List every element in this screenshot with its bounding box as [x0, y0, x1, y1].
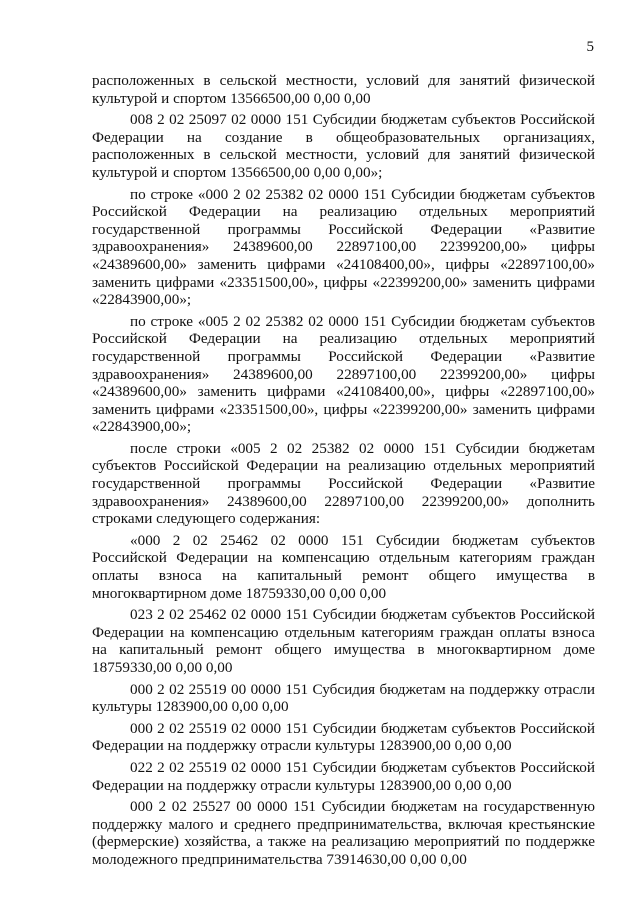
paragraph: по строке «000 2 02 25382 02 0000 151 Субсидии бюджетам субъектов Российской Федерации на реализацию отдельных мероприятий государственной программы Российской Федерации «Развитие здравоохранения» 24389600,00 22897100,00 22399200,00» цифры «24389600,00» заменить цифрами «24108400,00», цифры «22897100,00» заменить цифрами «23351500,00», цифры «22399200,00» заменить цифрами «22843900,00»;	[92, 185, 595, 309]
paragraph: 000 2 02 25527 00 0000 151 Субсидии бюджетам на государственную поддержку малого и среднего предпринимательства, включая крестьянские (фермерские) хозяйства, а также на реализацию мероприятий по поддержке молодежного предпринимательства 73914630,00 0,00 0,00	[92, 798, 595, 868]
page-number: 5	[586, 39, 594, 55]
paragraph: по строке «005 2 02 25382 02 0000 151 Субсидии бюджетам субъектов Российской Федерации на реализацию отдельных мероприятий государственной программы Российской Федерации «Развитие здравоохранения» 24389600,00 22897100,00 22399200,00» цифры «24389600,00» заменить цифрами «24108400,00», цифры «22897100,00» заменить цифрами «23351500,00», цифры «22399200,00» заменить цифрами «22843900,00»;	[92, 312, 595, 436]
paragraph: 000 2 02 25519 02 0000 151 Субсидии бюджетам субъектов Российской Федерации на поддержку отрасли культуры 1283900,00 0,00 0,00	[92, 719, 595, 755]
paragraph: 008 2 02 25097 02 0000 151 Субсидии бюджетам субъектов Российской Федерации на создание в общеобразовательных организациях, расположенных в сельской местности, условий для занятий физической культурой и спортом 13566500,00 0,00 0,00»;	[92, 111, 595, 181]
document-body	[92, 72, 595, 873]
paragraph: «000 2 02 25462 02 0000 151 Субсидии бюджетам субъектов Российской Федерации на компенсацию отдельным категориям граждан оплаты взноса на капитальный ремонт общего имущества в многоквартирном доме 18759330,00 0,00 0,00	[92, 531, 595, 602]
paragraph-continuation: расположенных в сельской местности, условий для занятий физической культурой и спортом 13566500,00 0,00 0,00	[92, 72, 595, 107]
paragraph: 023 2 02 25462 02 0000 151 Субсидии бюджетам субъектов Российской Федерации на компенсацию отдельным категориям граждан оплаты взноса на капитальный ремонт общего имущества в многоквартирном доме 18759330,00 0,00 0,00	[92, 606, 595, 676]
paragraph: после строки «005 2 02 25382 02 0000 151 Субсидии бюджетам субъектов Российской Федерации на реализацию отдельных мероприятий государственной программы Российской Федерации «Развитие здравоохранения» 24389600,00 22897100,00 22399200,00» дополнить строками следующего содержания:	[92, 439, 595, 528]
paragraph: 022 2 02 25519 02 0000 151 Субсидии бюджетам субъектов Российской Федерации на поддержку отрасли культуры 1283900,00 0,00 0,00	[92, 758, 595, 794]
paragraph: 000 2 02 25519 00 0000 151 Субсидия бюджетам на поддержку отрасли культуры 1283900,00 0,00 0,00	[92, 680, 595, 716]
